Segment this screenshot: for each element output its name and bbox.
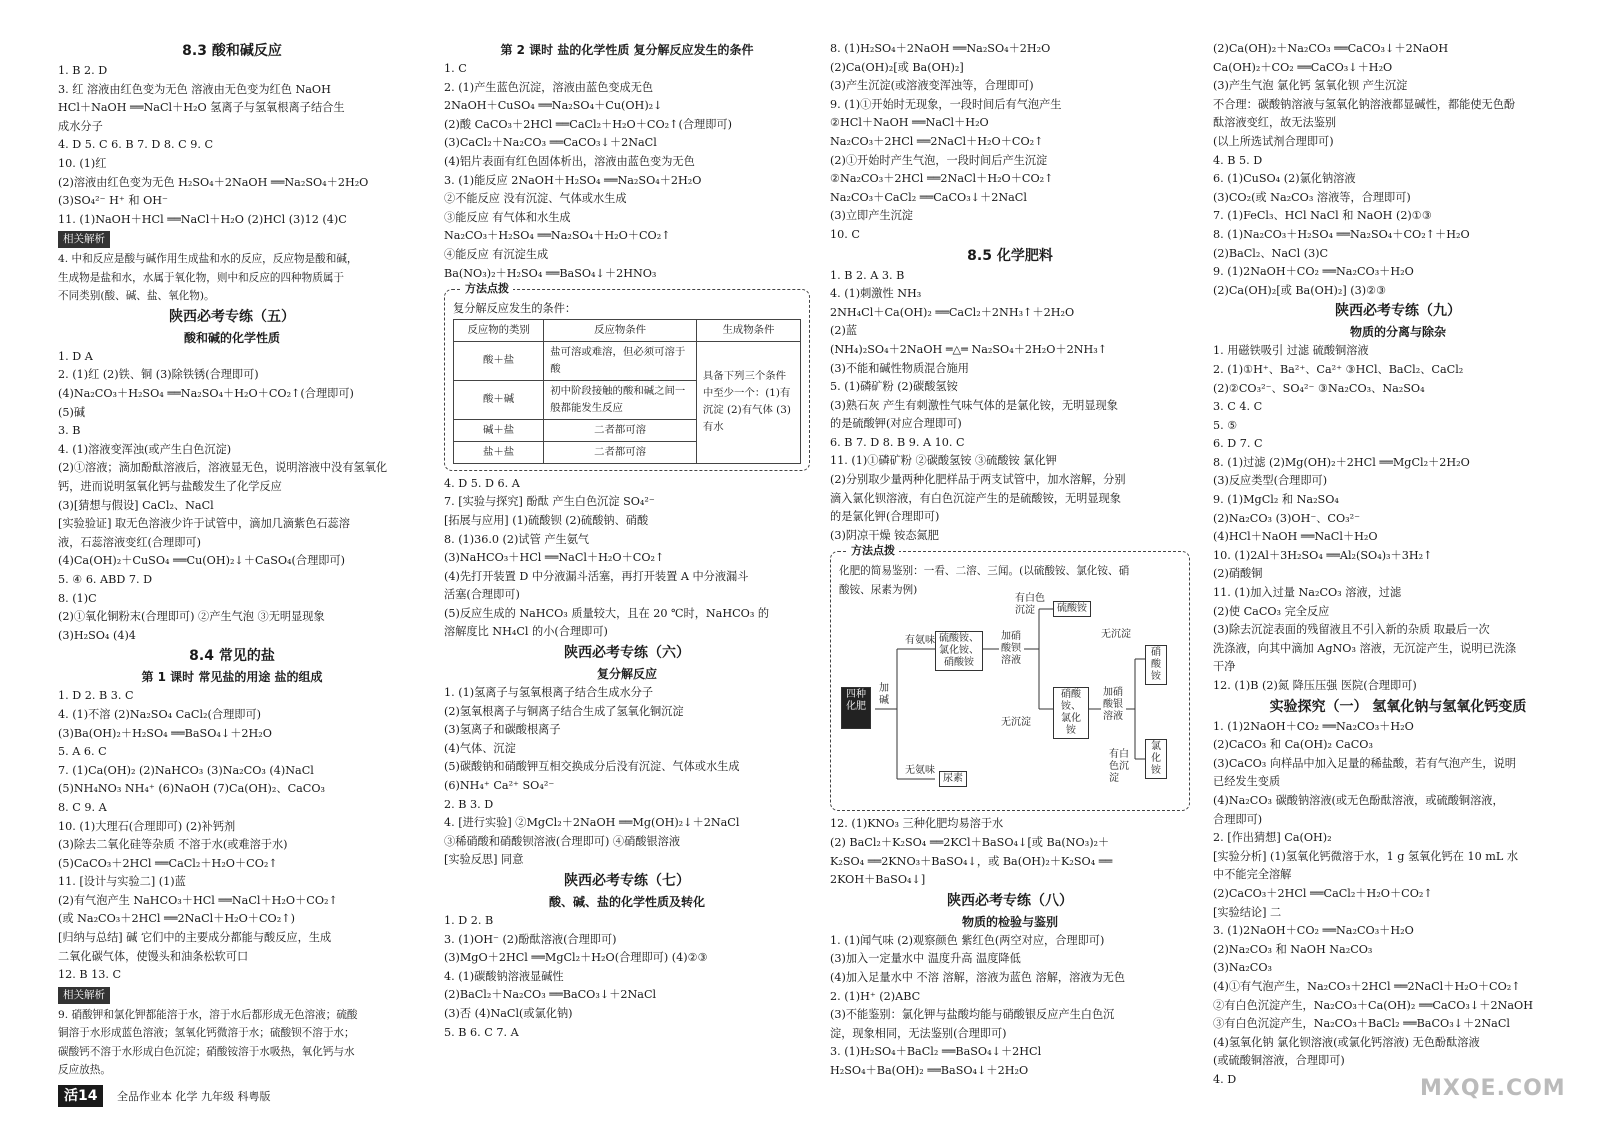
answer-line: (2)BaCl₂＋Na₂CO₃ ══BaCO₃↓＋2NaCl xyxy=(444,988,657,1002)
row-salt-salt-type: 盐＋盐 xyxy=(454,441,544,463)
section-heading: 8.5 化学肥料 xyxy=(967,247,1053,264)
answer-line: 液，石蕊溶液变红(合理即可) xyxy=(58,535,201,549)
answer-line: (或硫酸铜溶液，合理即可) xyxy=(1213,1054,1345,1068)
answer-line: 11. (1)NaOH＋HCl ══NaCl＋H₂O (2)HCl (3)12 (4)C xyxy=(58,212,347,226)
answer-line: ④能反应 有沉淀生成 xyxy=(444,247,549,261)
answer-line: ②有白色沉淀产生，Na₂CO₃＋Ca(OH)₂ ══CaCO₃↓＋2NaOH xyxy=(1213,998,1533,1012)
fertilizer-intro-2: 酸铵、尿素为例) xyxy=(839,583,918,596)
column-4 xyxy=(1213,40,1583,1089)
answer-line: 8. C 9. A xyxy=(58,800,107,814)
method-box-fertilizer xyxy=(830,544,1190,811)
answer-line: 12. (1)KNO₃ 三种化肥均易溶于水 xyxy=(830,817,1004,831)
answer-line: 3. B xyxy=(58,424,81,438)
answer-line: 11. (1)加入过量 Na₂CO₃ 溶液，过滤 xyxy=(1213,586,1402,600)
section-heading: 陕西必考专练（六） xyxy=(564,645,690,662)
answer-line: 10. C xyxy=(830,227,860,241)
answer-line: (2)①氧化铜粉末(合理即可) ②产生气泡 ③无明显现象 xyxy=(58,610,325,624)
column-3-top xyxy=(830,40,1190,545)
answer-line: 6. D 7. C xyxy=(1213,437,1263,451)
node-three-ammonium: 硫酸铵、氯化铵、硝酸铵 xyxy=(935,631,983,671)
section-heading: 实验探究（一） 氢氧化钠与氢氧化钙变质 xyxy=(1269,698,1527,715)
section-subheading: 酸、碱、盐的化学性质及转化 xyxy=(548,895,705,909)
answer-line: 11. (1)①磷矿粉 ②碳酸氢铵 ③硫酸铵 氯化钾 xyxy=(830,454,1057,468)
answer-line: (3)MgO＋2HCl ══MgCl₂＋H₂O(合理即可) (4)②③ xyxy=(444,951,708,965)
label-white-precipitate-1: 有白色沉淀 xyxy=(1015,593,1045,617)
answer-line: ②不能反应 没有沉淀、气体或水生成 xyxy=(444,192,627,206)
answer-line: 4. D xyxy=(1213,1072,1237,1086)
answer-line: [实验结论] 二 xyxy=(1213,905,1282,919)
section-subheading: 第 2 课时 盐的化学性质 复分解反应发生的条件 xyxy=(500,43,754,57)
answer-line: (3)否 (4)NaCl(或氯化钠) xyxy=(444,1006,573,1020)
answer-line: 4. (1)不溶 (2)Na₂SO₄ CaCl₂(合理即可) xyxy=(58,707,262,721)
method-box-tag: 方法点拨 xyxy=(847,543,899,559)
answer-line: 1. (1)2NaOH＋CO₂ ══Na₂CO₃＋H₂O xyxy=(1213,719,1414,733)
row-acid-salt-type: 酸＋盐 xyxy=(454,341,544,380)
answer-line: (3)CaCO₃ 向样品中加入足量的稀盐酸，若有气泡产生，说明 xyxy=(1213,756,1516,770)
answer-line: Na₂CO₃＋2HCl ══2NaCl＋H₂O＋CO₂↑ xyxy=(830,134,1044,148)
answer-line: 3. 红 溶液由红色变为无色 溶液由无色变为红色 NaOH xyxy=(58,82,331,96)
label-no-precipitate-2: 无沉淀 xyxy=(1101,629,1131,641)
answer-line: 10. (1)2Al＋3H₂SO₄ ══Al₂(SO₄)₃＋3H₂↑ xyxy=(1213,548,1433,562)
section-heading: 陕西必考专练（九） xyxy=(1335,303,1461,320)
section-heading: 陕西必考专练（八） xyxy=(947,892,1073,909)
answer-line: [实验分析] (1)氢氧化钙微溶于水，1 g 氢氧化钙在 10 mL 水 xyxy=(1213,849,1519,863)
answer-line: (3)除去二氧化硅等杂质 不溶于水(或难溶于水) xyxy=(58,838,288,852)
analysis-line: 生成物是盐和水，水属于氧化物，则中和反应的四种物质属于 xyxy=(58,271,345,284)
answer-line: 5. ④ 6. ABD 7. D xyxy=(58,572,153,586)
answer-line: (3)立即产生沉淀 xyxy=(830,209,913,223)
answer-line: 6. B 7. D 8. B 9. A 10. C xyxy=(830,435,965,449)
answer-line: 活塞(合理即可) xyxy=(444,588,520,602)
analysis-tag: 相关解析 xyxy=(58,987,110,1004)
answer-line: (2)Ca(OH)₂[或 Ba(OH)₂] (3)②③ xyxy=(1213,283,1387,297)
answer-line: 12. (1)B (2)氮 降压压强 医院(合理即可) xyxy=(1213,679,1417,692)
node-ammonium-sulfate: 硫酸铵 xyxy=(1053,601,1091,617)
answer-line: 3. C 4. C xyxy=(1213,400,1263,414)
answer-line: 8. (1)过滤 (2)Mg(OH)₂＋2HCl ══MgCl₂＋2H₂O xyxy=(1213,455,1470,469)
row-salt-salt-cond: 二者都可溶 xyxy=(544,441,697,463)
answer-line: (NH₄)₂SO₄＋2NaOH ═△═ Na₂SO₄＋2H₂O＋2NH₃↑ xyxy=(830,342,1108,356)
answer-line: 滴入氯化钡溶液，有白色沉淀产生的是硫酸铵，无明显现象 xyxy=(830,491,1121,505)
answer-line: 5. (1)磷矿粉 (2)碳酸氢铵 xyxy=(830,380,958,394)
label-no-ammonia-smell: 无氨味 xyxy=(905,765,935,777)
answer-line: K₂SO₄ ══2KNO₃＋BaSO₄↓，或 Ba(OH)₂＋K₂SO₄ ══ xyxy=(830,854,1113,868)
answer-line: 5. A 6. C xyxy=(58,745,107,759)
book-title: 全品作业本 化学 九年级 科粤版 xyxy=(116,1090,271,1103)
answer-line: (4)HCl＋NaOH ══NaCl＋H₂O xyxy=(1213,530,1378,544)
answer-line: 3. (1)2NaOH＋CO₂ ══Na₂CO₃＋H₂O xyxy=(1213,924,1414,938)
label-no-precipitate-1: 无沉淀 xyxy=(1001,717,1031,729)
answer-line: 8. (1)36.0 (2)试管 产生氨气 xyxy=(444,532,590,546)
answer-line: (2)有气泡产生 NaHCO₃＋HCl ══NaCl＋H₂O＋CO₂↑ xyxy=(58,893,338,907)
row-acid-base-cond: 初中阶段接触的酸和碱之间一般都能发生反应 xyxy=(544,380,697,419)
method-box-reaction-conditions xyxy=(444,282,810,471)
answer-line: 1. B 2. D xyxy=(58,64,108,77)
answer-line: (5)NH₄NO₃ NH₄⁺ (6)NaOH (7)Ca(OH)₂、CaCO₃ xyxy=(58,782,326,796)
answer-line: 的是硫酸钾(对应合理即可) xyxy=(830,417,962,431)
answer-line: (4)①有气泡产生，Na₂CO₃＋2HCl ══2NaCl＋H₂O＋CO₂↑ xyxy=(1213,979,1521,993)
node-urea: 尿素 xyxy=(939,771,967,787)
section-heading: 8.4 常见的盐 xyxy=(189,648,275,665)
answer-line: 1. B 2. A 3. B xyxy=(830,268,905,282)
answer-line: 4. D 5. C 6. B 7. D 8. C 9. C xyxy=(58,138,214,152)
answer-line: 1. C xyxy=(444,62,467,75)
answer-line: 7. (1)Ca(OH)₂ (2)NaHCO₃ (3)Na₂CO₃ (4)NaCl xyxy=(58,763,314,777)
th-product-condition: 生成物条件 xyxy=(696,319,800,341)
answer-line: 8. (1)C xyxy=(58,591,97,605)
row-base-salt-type: 碱＋盐 xyxy=(454,419,544,441)
answer-line: 3. (1)OH⁻ (2)酚酞溶液(合理即可) xyxy=(444,932,617,946)
answer-line: [实验验证] 取无色溶液少许于试管中，滴加几滴紫色石蕊溶 xyxy=(58,517,350,531)
answer-line: ②Na₂CO₃＋2HCl ══2NaCl＋H₂O＋CO₂↑ xyxy=(830,172,1054,186)
answer-line: 3. (1)能反应 2NaOH＋H₂SO₄ ══Na₂SO₄＋2H₂O xyxy=(444,173,702,187)
answer-line: 2KOH＋BaSO₄↓] xyxy=(830,873,926,887)
page-footer xyxy=(58,1085,270,1108)
answer-line: (2)分别取少量两种化肥样品于两支试管中，加水溶解，分别 xyxy=(830,473,1126,487)
answer-line: (3)加入一定量水中 温度升高 温度降低 xyxy=(830,952,1021,966)
answer-line: 溶解度比 NH₄Cl 的小(合理即可) xyxy=(444,625,608,639)
answer-line: 4. (1)碳酸钠溶液显碱性 xyxy=(444,969,564,983)
answer-line: 1. D 2. B xyxy=(444,914,494,927)
answer-line: 7. [实验与探究] 酚酞 产生白色沉淀 SO₄²⁻ xyxy=(444,495,655,509)
analysis-line: 4. 中和反应是酸与碱作用生成盐和水的反应，反应物是酸和碱， xyxy=(58,253,358,266)
row-acid-base-type: 酸＋碱 xyxy=(454,380,544,419)
column-3 xyxy=(830,40,1190,1081)
section-subheading: 复分解反应 xyxy=(596,667,657,682)
answer-line: 3. (1)H₂SO₄＋BaCl₂ ══BaSO₄↓＋2HCl xyxy=(830,1045,1042,1059)
answer-line: 的是氯化钾(合理即可) xyxy=(830,510,940,524)
analysis-line: 反应放热。 xyxy=(58,1064,111,1077)
section-heading: 8.3 酸和碱反应 xyxy=(182,43,282,59)
th-reactant-type: 反应物的类别 xyxy=(454,319,544,341)
answer-line: Na₂CO₃＋CaCl₂ ══CaCO₃↓＋2NaCl xyxy=(830,190,1027,204)
conditions-table xyxy=(453,319,801,464)
answer-line: (6)NH₄⁺ Ca²⁺ SO₄²⁻ xyxy=(444,779,555,793)
answer-line: 酞溶液变红，故无法鉴别 xyxy=(1213,116,1337,130)
answer-line: (4)Na₂CO₃＋H₂SO₄ ══Na₂SO₄＋H₂O＋CO₂↑(合理即可) xyxy=(58,387,354,401)
answer-line: 7. (1)FeCl₃、HCl NaCl 和 NaOH (2)①③ xyxy=(1213,209,1432,223)
column-1 xyxy=(58,40,406,1080)
answer-line: (3)除去沉淀表面的残留液且不引入新的杂质 取最后一次 xyxy=(1213,623,1490,637)
answer-line: (3)不能鉴别：氯化钾与盐酸均能与硝酸银反应产生白色沉 xyxy=(830,1008,1115,1022)
answer-line: (5)CaCO₃＋2HCl ══CaCl₂＋H₂O＋CO₂↑ xyxy=(58,856,278,870)
answer-line: (3)产生沉淀(或溶液变浑浊等，合理即可) xyxy=(830,79,1034,93)
answer-line: (3)[猜想与假设] CaCl₂、NaCl xyxy=(58,498,214,512)
analysis-line: 不同类别(酸、碱、盐、氧化物)。 xyxy=(58,290,215,303)
answer-line: (2)Ca(OH)₂＋Na₂CO₃ ══CaCO₃↓＋2NaOH xyxy=(1213,42,1449,55)
answer-line: (5)碱 xyxy=(58,405,86,419)
answer-line: 洗涤液，向其中滴加 AgNO₃ 溶液，无沉淀产生，说明已洗涤 xyxy=(1213,641,1517,655)
answer-line: (2)①开始时产生气泡，一段时间后产生沉淀 xyxy=(830,153,1048,167)
answer-line: ③有白色沉淀产生，Na₂CO₃＋BaCl₂ ══BaCO₃↓＋2NaCl xyxy=(1213,1017,1510,1031)
answer-line: (2) BaCl₂＋K₂SO₄ ══2KCl＋BaSO₄↓[或 Ba(NO₃)₂＋ xyxy=(830,836,1110,850)
answer-line: (3)SO₄²⁻ H⁺ 和 OH⁻ xyxy=(58,194,168,208)
row-base-salt-cond: 二者都可溶 xyxy=(544,419,697,441)
answer-line: 2. [作出猜想] Ca(OH)₂ xyxy=(1213,831,1332,845)
answer-line: (3)CO₂(或 Na₂CO₃ 溶液等，合理即可) xyxy=(1213,190,1411,204)
label-add-base: 加碱 xyxy=(879,683,889,707)
watermark: MXQE.COM xyxy=(1420,1076,1566,1101)
answer-line: (3)反应类型(合理即可) xyxy=(1213,474,1328,488)
answer-line: (3)NaHCO₃＋HCl ══NaCl＋H₂O＋CO₂↑ xyxy=(444,551,665,565)
answer-line: 1. (1)氢离子与氢氧根离子结合生成水分子 xyxy=(444,686,654,700)
label-add-barium-nitrate: 加硝酸钡溶液 xyxy=(1001,631,1021,667)
section-heading: 陕西必考专练（七） xyxy=(564,873,690,889)
analysis-line: 9. 硝酸钾和氯化钾都能溶于水，溶于水后都形成无色溶液；硫酸 xyxy=(58,1008,358,1021)
label-white-precipitate-2: 有白色沉淀 xyxy=(1109,749,1129,785)
answer-line: 不合理：碳酸钠溶液与氢氧化钠溶液都显碱性，都能使无色酚 xyxy=(1213,97,1516,111)
answer-line: (4)Ca(OH)₂＋CuSO₄ ══Cu(OH)₂↓＋CaSO₄(合理即可) xyxy=(58,554,346,568)
answer-line: 钙，进而说明氢氧化钙与盐酸发生了化学反应 xyxy=(58,480,282,493)
analysis-tag: 相关解析 xyxy=(58,231,110,248)
product-condition-cell: 具备下列三个条件中至少一个：(1)有沉淀 (2)有气体 (3)有水 xyxy=(696,341,800,463)
column-2 xyxy=(444,40,810,1042)
column-2-top xyxy=(444,40,810,283)
answer-line: 9. (1)MgCl₂ 和 Na₂SO₄ xyxy=(1213,493,1339,507)
answer-line: (4)铝片表面有红色固体析出，溶液由蓝色变为无色 xyxy=(444,154,695,168)
answer-line: 2. (1)H⁺ (2)ABC xyxy=(830,989,921,1003)
answer-line: (3)熟石灰 产生有刺激性气味气体的是氯化铵，无明显现象 xyxy=(830,398,1118,412)
answer-line: (2)CaCO₃＋2HCl ══CaCl₂＋H₂O＋CO₂↑ xyxy=(1213,886,1433,900)
answer-line: (2)氢氧根离子与铜离子结合生成了氢氧化铜沉淀 xyxy=(444,704,684,718)
section-subheading: 酸和碱的化学性质 xyxy=(183,330,280,345)
answer-line: (4)气体、沉淀 xyxy=(444,741,516,755)
answer-line: (2)Na₂CO₃ (3)OH⁻、CO₃²⁻ xyxy=(1213,511,1361,525)
answer-line: (5)反应生成的 NaHCO₃ 质量较大，且在 20 ℃时，NaHCO₃ 的 xyxy=(444,606,770,620)
answer-line: [归纳与总结] 碱 它们中的主要成分都能与酸反应，生成 xyxy=(58,931,332,945)
column-2-bottom xyxy=(444,475,810,1042)
answer-line: 2. (1)产生蓝色沉淀，溶液由蓝色变成无色 xyxy=(444,80,654,94)
answer-line: (3)H₂SO₄ (4)4 xyxy=(58,628,136,642)
answer-line: 8. (1)H₂SO₄＋2NaOH ══Na₂SO₄＋2H₂O xyxy=(830,42,1051,55)
answer-line: (3)产生气泡 氯化钙 氢氧化钡 产生沉淀 xyxy=(1213,79,1408,93)
answer-line: (3)Ba(OH)₂＋H₂SO₄ ══BaSO₄↓＋2H₂O xyxy=(58,726,272,740)
answer-line: Ca(OH)₂＋CO₂ ══CaCO₃↓＋H₂O xyxy=(1213,60,1393,74)
answer-line: H₂SO₄＋Ba(OH)₂ ══BaSO₄↓＋2H₂O xyxy=(830,1063,1029,1077)
answer-line: Ba(NO₃)₂＋H₂SO₄ ══BaSO₄↓＋2HNO₃ xyxy=(444,266,657,280)
answer-line: (或 Na₂CO₃＋2HCl ══2NaCl＋H₂O＋CO₂↑) xyxy=(58,912,295,926)
answer-line: [拓展与应用] (1)硫酸钡 (2)硫酸钠、硝酸 xyxy=(444,513,649,527)
section-subheading: 第 1 课时 常见盐的用途 盐的组成 xyxy=(141,670,323,685)
answer-line: 1. D 2. B 3. C xyxy=(58,689,134,703)
node-ammonium-nitrate: 硝酸铵 xyxy=(1145,645,1167,685)
answer-line: 2NH₄Cl＋Ca(OH)₂ ══CaCl₂＋2NH₃↑＋2H₂O xyxy=(830,305,1075,319)
answer-line: (2)CaCO₃ 和 Ca(OH)₂ CaCO₃ xyxy=(1213,738,1373,752)
answer-line: (2)①溶液；滴加酚酞溶液后，溶液显无色，说明溶液中没有氢氧化 xyxy=(58,461,388,475)
answer-line: ③能反应 有气体和水生成 xyxy=(444,210,571,224)
answer-line: 4. [进行实验] ②MgCl₂＋2NaOH ══Mg(OH)₂↓＋2NaCl xyxy=(444,816,740,830)
answer-line: 1. D A xyxy=(58,349,93,363)
answer-line: (4)加入足量水中 不溶 溶解，溶液为蓝色 溶解，溶液为无色 xyxy=(830,971,1126,984)
analysis-line: 碳酸钙不溶于水形成白色沉淀；硝酸铵溶于水吸热，氧化钙与水 xyxy=(58,1045,355,1058)
answer-line: 1. 用磁铁吸引 过滤 硫酸铜溶液 xyxy=(1213,344,1369,358)
answer-line: 已经发生变质 xyxy=(1213,775,1281,789)
answer-line: Na₂CO₃＋H₂SO₄ ══Na₂SO₄＋H₂O＋CO₂↑ xyxy=(444,229,671,243)
node-nitrate-chloride: 硝酸铵、氯化铵 xyxy=(1053,687,1089,739)
answer-line: (3)Na₂CO₃ xyxy=(1213,961,1273,975)
answer-line: (3)CaCl₂＋Na₂CO₃ ══CaCO₃↓＋2NaCl xyxy=(444,136,657,150)
node-ammonium-chloride: 氯化铵 xyxy=(1145,739,1167,779)
method-box-title: 复分解反应发生的条件： xyxy=(453,302,577,316)
answer-line: (2)使 CaCO₃ 完全反应 xyxy=(1213,604,1330,618)
page-number: 活14 xyxy=(58,1085,103,1107)
answer-line: ③稀硝酸和硝酸钡溶液(合理即可) ④硝酸银溶液 xyxy=(444,834,681,848)
column-3-bottom xyxy=(830,815,1190,1080)
node-four-fertilizers: 四种化肥 xyxy=(841,687,871,729)
answer-line: 12. B 13. C xyxy=(58,968,122,982)
answer-line: (3)不能和碱性物质混合施用 xyxy=(830,361,969,375)
section-subheading: 物质的分离与除杂 xyxy=(1349,325,1446,340)
answer-line: 8. (1)Na₂CO₃＋H₂SO₄ ══Na₂SO₄＋CO₂↑＋H₂O xyxy=(1213,227,1470,241)
answer-line: 4. D 5. D 6. A xyxy=(444,476,520,490)
answer-line: 5. B 6. C 7. A xyxy=(444,1025,519,1039)
answer-line: 二氧化碳气体，使馒头和油条松软可口 xyxy=(58,949,249,963)
row-acid-salt-cond: 盐可溶或难溶，但必须可溶于酸 xyxy=(544,341,697,380)
answer-line: (2)②CO₃²⁻、SO₄²⁻ ③Na₂CO₃、Na₂SO₄ xyxy=(1213,381,1425,395)
answer-line: (2)Ca(OH)₂[或 Ba(OH)₂] xyxy=(830,60,964,74)
label-ammonia-smell: 有氨味 xyxy=(905,635,935,647)
answer-line: 10. (1)大理石(合理即可) (2)补钙剂 xyxy=(58,819,236,833)
fertilizer-flowchart xyxy=(839,593,1181,804)
answer-line: (2)溶液由红色变为无色 H₂SO₄＋2NaOH ══Na₂SO₄＋2H₂O xyxy=(58,175,369,189)
analysis-line: 铜溶于水形成蓝色溶液；氢氧化钙微溶于水；硫酸钡不溶于水； xyxy=(58,1027,355,1040)
answer-line: 4. (1)刺激性 NH₃ xyxy=(830,287,922,301)
answer-line: 2. (1)红 (2)铁、铜 (3)除铁锈(合理即可) xyxy=(58,368,259,382)
answer-line: (2)Na₂CO₃ 和 NaOH Na₂CO₃ xyxy=(1213,942,1373,956)
answer-line: 9. (1)①开始时无现象，一段时间后有气泡产生 xyxy=(830,97,1062,111)
answer-line: (5)碳酸钠和硝酸钾互相交换成分后没有沉淀、气体或水生成 xyxy=(444,760,740,774)
answer-line: (以上所选试剂合理即可) xyxy=(1213,134,1334,148)
answer-line: 中不能完全溶解 xyxy=(1213,868,1292,882)
section-heading: 陕西必考专练（五） xyxy=(169,308,295,325)
answer-line: (2)硝酸铜 xyxy=(1213,567,1263,581)
answer-line: 合理即可) xyxy=(1213,812,1263,826)
answer-line: 6. (1)CuSO₄ (2)氯化钠溶液 xyxy=(1213,172,1356,186)
answer-line: 10. (1)红 xyxy=(58,156,107,170)
fertilizer-intro-1: 化肥的简易鉴别：一看、二溶、三闻。(以硫酸铵、氯化铵、硝 xyxy=(839,565,1130,578)
answer-line: (2)酸 CaCO₃＋2HCl ══CaCl₂＋H₂O＋CO₂↑(合理即可) xyxy=(444,117,732,131)
th-reactant-condition: 反应物条件 xyxy=(544,319,697,341)
answer-line: (2)蓝 xyxy=(830,324,858,338)
method-box-tag: 方法点拨 xyxy=(461,281,513,297)
answer-line: (4)先打开装置 D 中分液漏斗活塞，再打开装置 A 中分液漏斗 xyxy=(444,569,749,583)
analysis-tag-row xyxy=(58,229,406,250)
answer-line: 9. (1)2NaOH＋CO₂ ══Na₂CO₃＋H₂O xyxy=(1213,265,1414,279)
section-subheading: 物质的检验与鉴别 xyxy=(961,914,1058,929)
answer-line: 5. ⑤ xyxy=(1213,418,1238,432)
answer-line: (4)Na₂CO₃ 碳酸钠溶液(或无色酚酞溶液，或硫酸铜溶液， xyxy=(1213,793,1504,807)
answer-line: 成水分子 xyxy=(58,119,103,133)
answer-line: 2. (1)①H⁺、Ba²⁺、Ca²⁺ ③HCl、BaCl₂、CaCl₂ xyxy=(1213,362,1464,376)
answer-line: 4. (1)溶液变浑浊(或产生白色沉淀) xyxy=(58,442,232,456)
answer-line: [实验反思] 同意 xyxy=(444,853,524,867)
answer-line: (4)氢氧化钠 氯化钡溶液(或氯化钙溶液) 无色酚酞溶液 xyxy=(1213,1035,1480,1049)
answer-line: ②HCl＋NaOH ══NaCl＋H₂O xyxy=(830,116,989,130)
answer-line: 4. B 5. D xyxy=(1213,153,1263,167)
answer-line: 淀，现象相同，无法鉴别(合理即可) xyxy=(830,1026,1007,1040)
answer-line: HCl＋NaOH ══NaCl＋H₂O 氢离子与氢氧根离子结合生 xyxy=(58,101,345,115)
answer-line: (3)氢离子和碳酸根离子 xyxy=(444,723,561,737)
answer-line: 2. B 3. D xyxy=(444,797,494,811)
answer-line: 1. (1)闻气味 (2)观察颜色 紫红色(两空对应，合理即可) xyxy=(830,933,1105,947)
answer-line: 干净 xyxy=(1213,660,1236,674)
answer-line: 2NaOH＋CuSO₄ ══Na₂SO₄＋Cu(OH)₂↓ xyxy=(444,99,663,113)
answer-line: (2)BaCl₂、NaCl (3)C xyxy=(1213,246,1329,260)
answer-line: 11. [设计与实验二] (1)蓝 xyxy=(58,875,186,889)
analysis-tag-row xyxy=(58,985,406,1006)
answer-line: (3)阴凉干燥 铵态氮肥 xyxy=(830,528,939,542)
label-add-silver-nitrate: 加硝酸银溶液 xyxy=(1103,687,1123,723)
